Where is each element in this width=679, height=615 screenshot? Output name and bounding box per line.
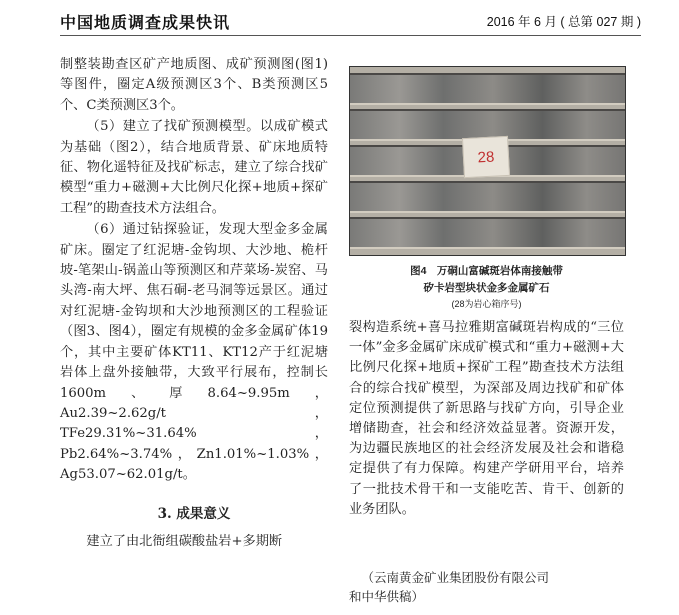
core-row — [350, 217, 625, 249]
issue-label: 2016 年 6 月 ( 总第 027 期 ) — [486, 15, 641, 29]
credit-line: （云南黄金矿业集团股份有限公司 — [361, 570, 550, 585]
paragraph-predictive-areas: 制整装勘查区矿产地质图、成矿预测图(图1)等图件，圈定A级预测区3个、B类预测区5个、C类预测区3个。 — [60, 57, 328, 113]
core-sample-photo — [349, 66, 626, 256]
core-row — [350, 73, 625, 105]
left-column — [60, 55, 328, 552]
paragraph-significance: 裂构造系统+喜马拉雅期富碱斑岩构成的“三位一体”金多金属矿床成矿模式和“重力+磁测+大比例尺化探+地质+探矿工程”勘查技术方法组合的综合找矿模型，为深部及周边找矿和矿体定位预测提供了新思路与找矿方向，引导企业增储勘查，社会和经济效益显著。资源开发，为边疆民族地区的社会经济发展及社会和谐稳定提供了有力保障。构建产学研用平台，培养了一批技术骨干和一支能吃苦、肯干、创新的业务团队。 — [349, 320, 624, 517]
journal-title: 中国地质调查成果快讯 — [60, 13, 231, 32]
paragraph-drilling-verification: （6）通过钻探验证，发现大型金多金属矿床。圈定了红泥塘-金钩坝、大沙地、桅杆坡-笔架山-锅盖山等预测区和芹菜场-炭窑、马头湾-南大坪、焦石硐-老马洞等远景区。通过对红泥塘-金钩坝和大沙地预测区的工程验证（图3、图4），圈定有规模的金多金属矿体19个，其中主要矿体KT11、KT12产于红泥塘岩体上盘外接触带，大致平行展布，控制长1600m、厚8.64~9.95m，Au2.39~2.62g/t，TFe29.31%~31.64%，Pb2.64%~3.74%，Zn1.01%~1.03%，Ag53.07~62.01g/t。 — [60, 222, 328, 483]
paragraph-significance-start: 建立了由北衙组碳酸盐岩+多期断 — [86, 533, 283, 549]
article-credit — [349, 568, 624, 606]
section-heading: 3. 成果意义 — [157, 505, 231, 522]
paragraph-exploration-model: （5）建立了找矿预测模型。以成矿模式为基础（图2），结合地质背景、矿床地质特征、物化遥特征及找矿标志，建立了综合找矿模型“重力+磁测+大比例尺化探+地质+探矿工程”的勘查技术方法组合。 — [60, 119, 328, 216]
credit-line: 和中华供稿） — [349, 589, 425, 604]
header-rule — [60, 35, 641, 36]
right-column — [349, 318, 624, 520]
figure-caption-subtitle: 矽卡岩型块状金多金属矿石 — [423, 282, 550, 294]
core-box-tag: 28 — [462, 136, 510, 178]
core-row — [350, 181, 625, 213]
figure-caption-title: 图4 万硐山富碱斑岩体南接触带 — [410, 265, 563, 277]
figure-caption-note: (28为岩心箱序号) — [451, 299, 522, 309]
